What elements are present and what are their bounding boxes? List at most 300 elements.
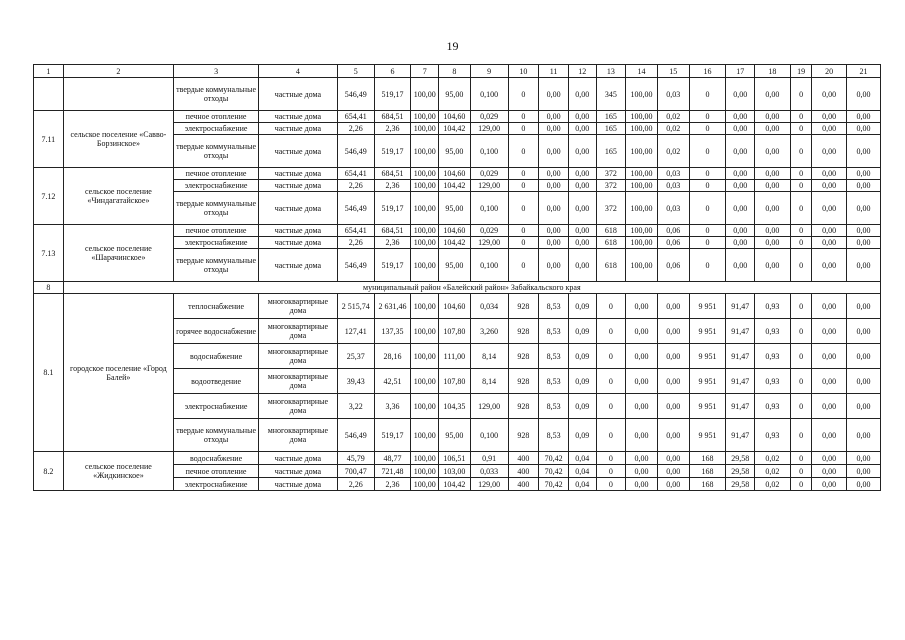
table-cell: 100,00 (626, 225, 658, 237)
column-number-cell: 17 (726, 65, 755, 78)
table-cell: 28,16 (374, 344, 411, 369)
table-cell: 0,00 (847, 225, 881, 237)
column-number-cell: 8 (439, 65, 471, 78)
table-cell: многоквартирные дома (259, 319, 338, 344)
table-cell (34, 78, 64, 111)
column-number-cell: 11 (539, 65, 569, 78)
table-cell: 0 (689, 168, 726, 180)
table-cell: сельское поселение «Шарачинское» (63, 225, 173, 282)
column-number-cell: 20 (812, 65, 847, 78)
table-cell: 104,60 (439, 168, 471, 180)
table-cell: 2,26 (337, 180, 374, 192)
table-cell: электроснабжение (174, 478, 259, 491)
table-cell: 0,00 (812, 419, 847, 452)
table-cell: 684,51 (374, 225, 411, 237)
table-cell: 0,00 (726, 225, 755, 237)
table-cell: 100,00 (626, 180, 658, 192)
table-cell: 0 (689, 237, 726, 249)
table-cell: 2,36 (374, 123, 411, 135)
table-cell: 0,00 (812, 237, 847, 249)
table-cell: 0,93 (755, 319, 791, 344)
table-cell: 0 (508, 192, 539, 225)
table-cell: 0,00 (626, 478, 658, 491)
table-cell: водоснабжение (174, 452, 259, 465)
table-cell: 928 (508, 344, 539, 369)
table-row (34, 168, 881, 180)
table-cell: 0 (596, 319, 626, 344)
table-cell: 48,77 (374, 452, 411, 465)
table-cell: 103,00 (439, 465, 471, 478)
table-cell: 95,00 (439, 419, 471, 452)
table-cell: 546,49 (337, 192, 374, 225)
table-cell: 29,58 (726, 465, 755, 478)
table-cell: 0 (508, 123, 539, 135)
table-cell: 0,00 (812, 225, 847, 237)
table-cell: 0,00 (812, 465, 847, 478)
table-cell: 0 (790, 369, 811, 394)
table-cell: 0,09 (568, 369, 596, 394)
table-cell: 0 (790, 465, 811, 478)
table-cell: 0,00 (847, 123, 881, 135)
table-cell: 8,14 (470, 369, 508, 394)
table-cell: 546,49 (337, 419, 374, 452)
table-cell: 9 951 (689, 369, 726, 394)
column-number-cell: 5 (337, 65, 374, 78)
table-cell: 0 (596, 344, 626, 369)
table-cell: печное отопление (174, 465, 259, 478)
table-cell: 0,00 (568, 237, 596, 249)
table-cell: 0,00 (755, 192, 791, 225)
table-cell: частные дома (259, 180, 338, 192)
table-cell: 0 (790, 135, 811, 168)
table-cell: 100,00 (411, 135, 439, 168)
table-cell: 0,00 (847, 180, 881, 192)
table-cell: 0 (790, 192, 811, 225)
table-cell: 0,029 (470, 225, 508, 237)
table-cell: 0,00 (812, 452, 847, 465)
table-cell: 0,00 (812, 478, 847, 491)
table-cell: 0,00 (847, 192, 881, 225)
table-cell: 9 951 (689, 419, 726, 452)
table-cell: многоквартирные дома (259, 419, 338, 452)
table-cell: 91,47 (726, 294, 755, 319)
table-cell: твердые коммунальные отходы (174, 135, 259, 168)
table-cell: 0,00 (539, 237, 569, 249)
table-cell: 0,00 (812, 319, 847, 344)
table-cell: частные дома (259, 452, 338, 465)
table-cell: 0,00 (568, 123, 596, 135)
table-cell: 100,00 (411, 192, 439, 225)
table-cell: 95,00 (439, 192, 471, 225)
table-cell: 0,00 (847, 111, 881, 123)
table-cell: 70,42 (539, 465, 569, 478)
table-cell: 0,00 (755, 135, 791, 168)
table-cell: 3,22 (337, 394, 374, 419)
table-cell: 2,26 (337, 478, 374, 491)
table-row (34, 225, 881, 237)
table-cell: 0,00 (568, 135, 596, 168)
table-cell: 0,00 (847, 294, 881, 319)
table-cell: 8,53 (539, 319, 569, 344)
table-cell: 0,00 (812, 294, 847, 319)
column-number-cell: 2 (63, 65, 173, 78)
table-cell: 0,00 (847, 135, 881, 168)
table-cell: 100,00 (411, 419, 439, 452)
table-cell: 0,00 (657, 419, 689, 452)
table-cell: 91,47 (726, 394, 755, 419)
table-cell: 0,04 (568, 465, 596, 478)
column-number-cell: 10 (508, 65, 539, 78)
table-cell: 165 (596, 111, 626, 123)
table-cell: многоквартирные дома (259, 394, 338, 419)
table-cell: многоквартирные дома (259, 369, 338, 394)
table-cell: 0 (689, 249, 726, 282)
table-cell: 0 (790, 180, 811, 192)
table-cell: 0,00 (847, 344, 881, 369)
table-cell: 0,100 (470, 78, 508, 111)
table-cell: 129,00 (470, 180, 508, 192)
table-cell: 0,00 (568, 249, 596, 282)
table-cell: 8,53 (539, 394, 569, 419)
table-cell: 9 951 (689, 319, 726, 344)
table-cell: частные дома (259, 465, 338, 478)
table-cell: 0 (689, 225, 726, 237)
table-row (34, 452, 881, 465)
table-cell: 0,00 (755, 180, 791, 192)
table-cell: 0 (508, 135, 539, 168)
table-row (34, 111, 881, 123)
table-cell: 165 (596, 135, 626, 168)
tariff-table (33, 64, 881, 491)
table-cell: 0,02 (657, 111, 689, 123)
table-cell: 400 (508, 465, 539, 478)
table-cell: 168 (689, 465, 726, 478)
table-cell: муниципальный район «Балейский район» Забайкальского края (63, 282, 880, 294)
table-cell: 100,00 (626, 135, 658, 168)
table-cell: 0 (689, 123, 726, 135)
table-cell: 100,00 (411, 452, 439, 465)
table-cell: горячее водоснабжение (174, 319, 259, 344)
table-cell: 100,00 (411, 168, 439, 180)
table-cell: 9 951 (689, 394, 726, 419)
table-cell: 95,00 (439, 249, 471, 282)
table-cell: 0,00 (812, 111, 847, 123)
table-cell: 0 (508, 78, 539, 111)
table-cell: 0 (790, 294, 811, 319)
table-cell: 0 (790, 78, 811, 111)
table-cell: 0 (790, 249, 811, 282)
table-cell: 100,00 (411, 294, 439, 319)
table-cell: 372 (596, 168, 626, 180)
table-cell: 0,00 (726, 135, 755, 168)
table-cell: 0,93 (755, 419, 791, 452)
table-cell: 0,00 (847, 319, 881, 344)
table-cell: 0,04 (568, 452, 596, 465)
table-cell: 0,00 (755, 237, 791, 249)
table-cell: 165 (596, 123, 626, 135)
table-cell: частные дома (259, 123, 338, 135)
table-cell: 0 (689, 111, 726, 123)
table-cell: 2,36 (374, 478, 411, 491)
table-cell: 0,00 (539, 135, 569, 168)
table-cell: 0,00 (755, 78, 791, 111)
table-cell: 0,06 (657, 237, 689, 249)
table-cell: 0,00 (626, 294, 658, 319)
table-cell: 0,00 (847, 369, 881, 394)
table-cell: 0,00 (755, 111, 791, 123)
table-cell: печное отопление (174, 111, 259, 123)
table-cell: 0,00 (539, 168, 569, 180)
table-cell: 2,36 (374, 237, 411, 249)
table-cell: 0,00 (539, 180, 569, 192)
table-cell: 0,00 (568, 111, 596, 123)
table-cell: 8,53 (539, 419, 569, 452)
table-cell: 8,53 (539, 369, 569, 394)
table-cell: 0 (790, 225, 811, 237)
column-number-cell: 1 (34, 65, 64, 78)
table-cell: 100,00 (626, 237, 658, 249)
table-cell: 0,00 (626, 369, 658, 394)
table-cell: 111,00 (439, 344, 471, 369)
table-cell: теплоснабжение (174, 294, 259, 319)
column-number-cell: 19 (790, 65, 811, 78)
table-cell: 0 (689, 180, 726, 192)
table-cell: 0,00 (568, 78, 596, 111)
table-cell: 0,00 (847, 237, 881, 249)
table-cell: 0 (790, 344, 811, 369)
column-number-cell: 4 (259, 65, 338, 78)
table-cell: твердые коммунальные отходы (174, 419, 259, 452)
table-cell: 0,03 (657, 180, 689, 192)
table-cell: 519,17 (374, 419, 411, 452)
table-cell: 0,06 (657, 225, 689, 237)
table-cell: 100,00 (626, 249, 658, 282)
table-cell: 0,03 (657, 168, 689, 180)
table-cell: 928 (508, 294, 539, 319)
table-cell: твердые коммунальные отходы (174, 192, 259, 225)
table-cell: 0 (596, 369, 626, 394)
table-cell: 0,91 (470, 452, 508, 465)
table-cell: 100,00 (411, 344, 439, 369)
table-cell: 91,47 (726, 369, 755, 394)
table-cell (63, 78, 173, 111)
table-cell: частные дома (259, 135, 338, 168)
table-cell: 618 (596, 249, 626, 282)
table-cell: 137,35 (374, 319, 411, 344)
table-cell: 8.1 (34, 294, 64, 452)
table-cell: 0,00 (812, 369, 847, 394)
table-cell: 0,00 (812, 78, 847, 111)
table-cell: 0,00 (626, 394, 658, 419)
table-cell: 0,93 (755, 369, 791, 394)
table-cell: 8.2 (34, 452, 64, 491)
table-cell: 0,00 (657, 394, 689, 419)
table-cell: 0,00 (539, 78, 569, 111)
table-cell: частные дома (259, 192, 338, 225)
table-cell: 0,00 (726, 111, 755, 123)
table-cell: 29,58 (726, 478, 755, 491)
table-cell: 0,00 (847, 249, 881, 282)
column-number-cell: 18 (755, 65, 791, 78)
table-cell: 0,93 (755, 294, 791, 319)
table-cell: 721,48 (374, 465, 411, 478)
table-cell: 0 (790, 419, 811, 452)
table-cell: 928 (508, 394, 539, 419)
column-number-cell: 15 (657, 65, 689, 78)
table-cell: 0,02 (657, 123, 689, 135)
table-cell: 104,42 (439, 123, 471, 135)
table-cell: частные дома (259, 225, 338, 237)
table-cell: 400 (508, 452, 539, 465)
table-cell: 7.11 (34, 111, 64, 168)
table-row (34, 282, 881, 294)
table-cell: 0,00 (726, 192, 755, 225)
table-cell: 0 (790, 111, 811, 123)
table-cell: 0,00 (657, 294, 689, 319)
table-cell: 0,00 (657, 344, 689, 369)
table-cell: 0,00 (812, 192, 847, 225)
column-number-cell: 3 (174, 65, 259, 78)
table-cell: 0,00 (568, 168, 596, 180)
table-cell: 100,00 (626, 168, 658, 180)
table-cell: 546,49 (337, 249, 374, 282)
table-cell: 0,100 (470, 419, 508, 452)
table-cell: 0,00 (539, 123, 569, 135)
table-cell: 0 (689, 135, 726, 168)
table-cell: 0,00 (657, 319, 689, 344)
table-cell: 45,79 (337, 452, 374, 465)
table-cell: 129,00 (470, 237, 508, 249)
table-cell: 0 (508, 111, 539, 123)
table-cell: 0,100 (470, 249, 508, 282)
table-cell: 0,00 (657, 452, 689, 465)
table-cell: 0,09 (568, 319, 596, 344)
table-cell: 2,36 (374, 180, 411, 192)
table-cell: 129,00 (470, 394, 508, 419)
table-cell: 104,42 (439, 180, 471, 192)
table-cell: 0,00 (812, 344, 847, 369)
table-cell: 107,80 (439, 369, 471, 394)
table-cell: 0,03 (657, 78, 689, 111)
table-cell: 0 (790, 394, 811, 419)
table-cell: 400 (508, 478, 539, 491)
table-cell: 0 (790, 123, 811, 135)
table-cell: 0,00 (847, 478, 881, 491)
table-cell: 0,00 (726, 78, 755, 111)
table-cell: 0,00 (657, 478, 689, 491)
table-cell: 0 (596, 465, 626, 478)
table-cell: 0,02 (755, 452, 791, 465)
table-cell: сельское поселение «Чиндагатайское» (63, 168, 173, 225)
table-cell: 0,00 (847, 465, 881, 478)
table-cell: 0,00 (847, 168, 881, 180)
table-cell: 0 (508, 168, 539, 180)
table-cell: 0,02 (657, 135, 689, 168)
table-cell: 0 (790, 237, 811, 249)
table-cell: 0 (508, 237, 539, 249)
table-cell: 104,42 (439, 237, 471, 249)
table-cell: 546,49 (337, 78, 374, 111)
table-cell: 100,00 (411, 249, 439, 282)
table-cell: 519,17 (374, 78, 411, 111)
table-cell: 0,00 (626, 344, 658, 369)
table-cell: 345 (596, 78, 626, 111)
table-cell: 0,09 (568, 294, 596, 319)
table-cell: 100,00 (626, 111, 658, 123)
table-cell: 168 (689, 452, 726, 465)
table-cell: 107,80 (439, 319, 471, 344)
table-cell: 104,42 (439, 478, 471, 491)
table-cell: 0 (790, 168, 811, 180)
table-cell: водоотведение (174, 369, 259, 394)
table-cell: 0,00 (539, 111, 569, 123)
table-cell: 91,47 (726, 344, 755, 369)
table-cell: 7.12 (34, 168, 64, 225)
table-cell: 684,51 (374, 168, 411, 180)
table-cell: 0,02 (755, 465, 791, 478)
table-cell: 0,00 (812, 168, 847, 180)
table-cell: 100,00 (411, 123, 439, 135)
table-cell: 100,00 (411, 319, 439, 344)
table-cell: 0,029 (470, 168, 508, 180)
table-cell: многоквартирные дома (259, 294, 338, 319)
table-cell: 0,00 (568, 192, 596, 225)
table-cell: 9 951 (689, 294, 726, 319)
column-number-cell: 16 (689, 65, 726, 78)
table-cell: частные дома (259, 78, 338, 111)
table-cell: 928 (508, 419, 539, 452)
table-cell: 3,260 (470, 319, 508, 344)
table-cell: 0,03 (657, 192, 689, 225)
table-cell: 546,49 (337, 135, 374, 168)
table-cell: 0,00 (539, 225, 569, 237)
table-cell: 0,034 (470, 294, 508, 319)
table-cell: 100,00 (411, 394, 439, 419)
table-cell: 0,00 (755, 123, 791, 135)
table-cell: 372 (596, 192, 626, 225)
table-cell: частные дома (259, 111, 338, 123)
table-cell: 2,26 (337, 237, 374, 249)
table-cell: 104,60 (439, 111, 471, 123)
table-cell: 3,36 (374, 394, 411, 419)
table-cell: 654,41 (337, 225, 374, 237)
table-cell: 0,00 (812, 135, 847, 168)
table-cell: 0,04 (568, 478, 596, 491)
table-cell: 8,53 (539, 294, 569, 319)
table-cell: 372 (596, 180, 626, 192)
table-cell: 0,00 (539, 249, 569, 282)
table-cell: 0,029 (470, 111, 508, 123)
table-cell: 0,00 (726, 180, 755, 192)
table-cell: 0,00 (657, 369, 689, 394)
table-cell: 654,41 (337, 111, 374, 123)
column-number-cell: 12 (568, 65, 596, 78)
table-cell: 928 (508, 369, 539, 394)
table-cell: 0,00 (847, 419, 881, 452)
table-cell: 0,00 (812, 249, 847, 282)
table-cell: 0 (689, 192, 726, 225)
table-cell: 95,00 (439, 78, 471, 111)
table-cell: твердые коммунальные отходы (174, 249, 259, 282)
table-cell: многоквартирные дома (259, 344, 338, 369)
table-cell: 70,42 (539, 452, 569, 465)
table-cell: 100,00 (411, 180, 439, 192)
table-row (34, 78, 881, 111)
table-cell: электроснабжение (174, 180, 259, 192)
table-cell: 0 (790, 452, 811, 465)
table-cell: 700,47 (337, 465, 374, 478)
table-cell: 0,00 (755, 249, 791, 282)
